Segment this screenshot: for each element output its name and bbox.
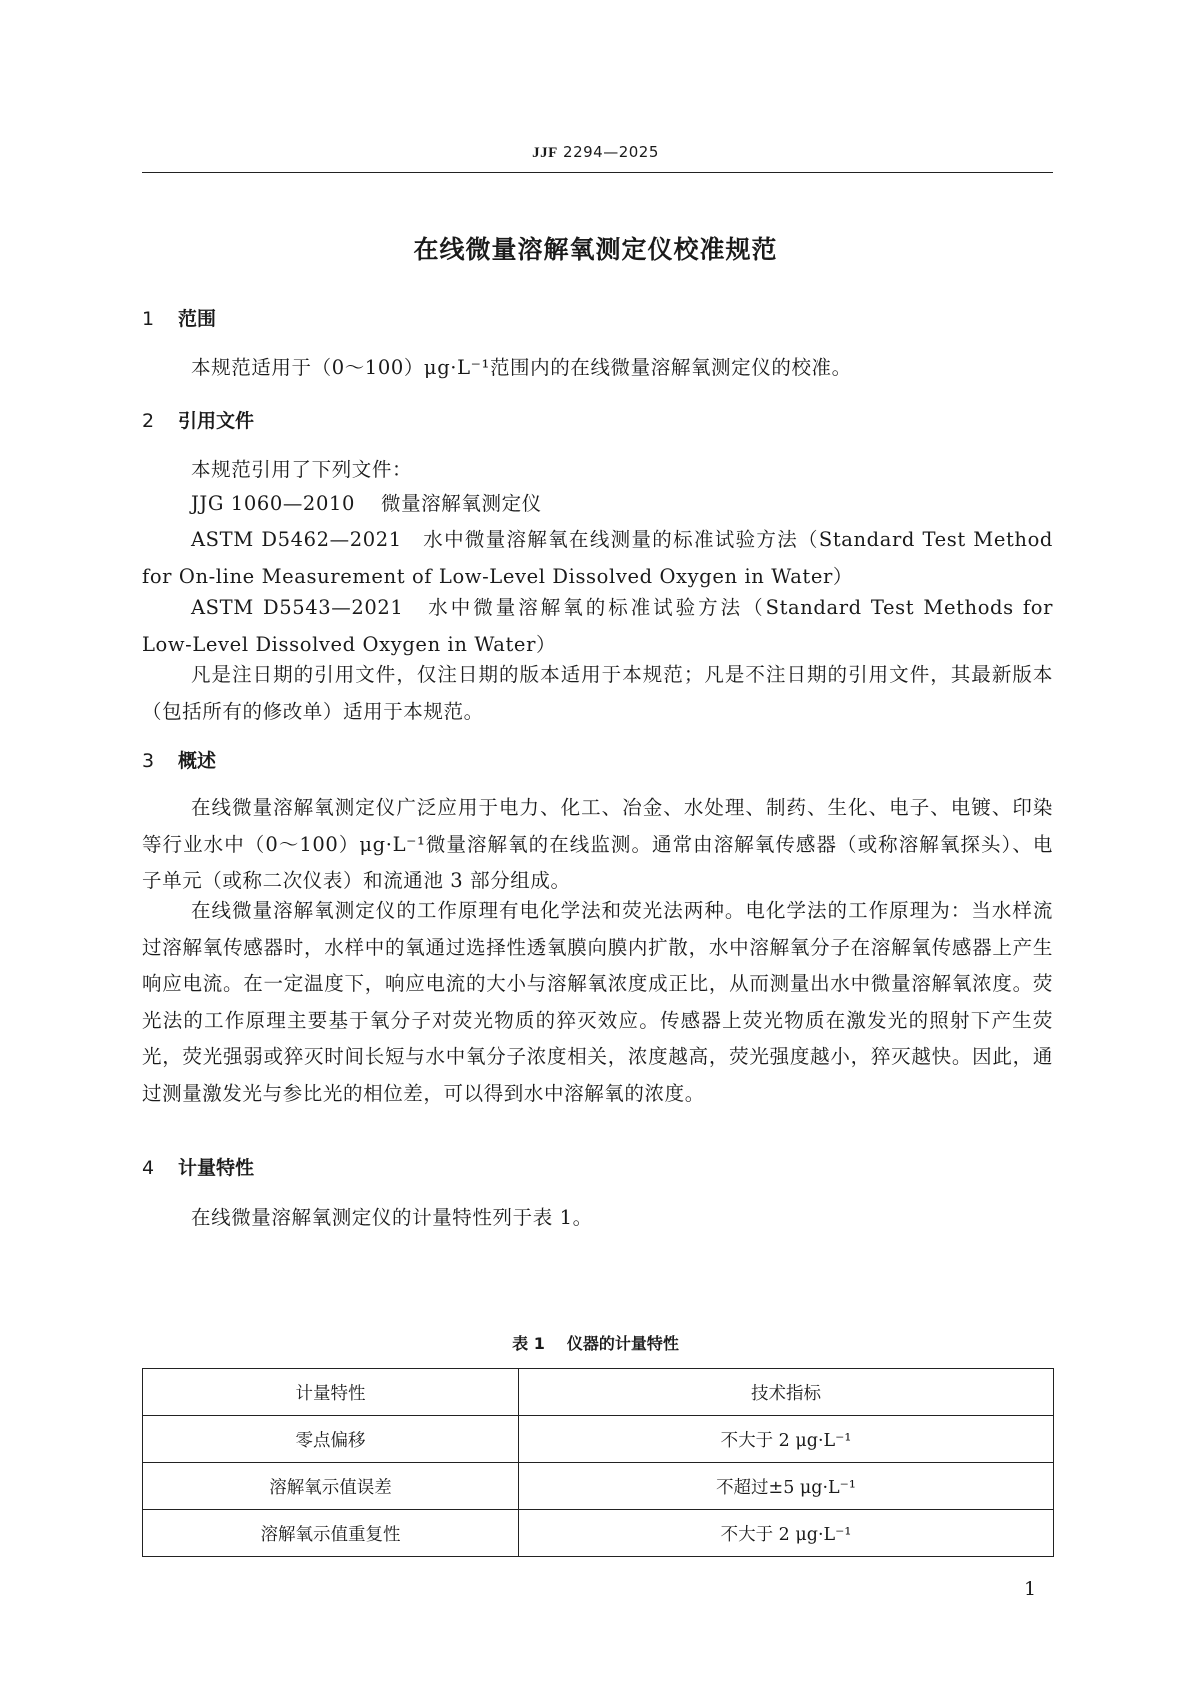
- section-4-text: 在线微量溶解氧测定仪的计量特性列于表 1。: [191, 1206, 593, 1229]
- table-header-cell: 技术指标: [519, 1369, 1054, 1416]
- section-3-title: 概述: [178, 750, 217, 772]
- section-3-paragraph-1: 在线微量溶解氧测定仪广泛应用于电力、化工、冶金、水处理、制药、生化、电子、电镀、印染等行业水中（0～100）μg·L⁻¹微量溶解氧的在线监测。通常由溶解氧传感器（或称溶解氧探头）、电子单元（或称二次仪表）和流通池 3 部分组成。: [142, 796, 1053, 892]
- section-2-title: 引用文件: [178, 410, 255, 432]
- table-caption-label: 表 1: [512, 1334, 545, 1353]
- table-header-cell: 计量特性: [143, 1369, 519, 1416]
- reference-1: [191, 488, 542, 516]
- table-header-row: [143, 1369, 1054, 1416]
- section-2-note: 凡是注日期的引用文件，仅注日期的版本适用于本规范；凡是不注日期的引用文件，其最新版本（包括所有的修改单）适用于本规范。: [142, 663, 1053, 723]
- table-caption: [0, 1331, 1191, 1354]
- section-3-heading: [142, 746, 216, 773]
- section-1-text: 本规范适用于（0～100）μg·L⁻¹范围内的在线微量溶解氧测定仪的校准。: [191, 356, 852, 379]
- section-2-number: 2: [142, 410, 155, 432]
- reference-2: ASTM D5462—2021 水中微量溶解氧在线测量的标准试验方法（Standard Test Method for On-line Measurement of Low-Level Dissolved Oxygen in Water）: [142, 528, 1053, 588]
- reference-3: ASTM D5543—2021 水中微量溶解氧的标准试验方法（Standard Test Methods for Low-Level Dissolved Oxygen in Water）: [142, 596, 1053, 656]
- header-rule: [142, 172, 1053, 173]
- section-4-heading: [142, 1153, 254, 1180]
- table-row: [143, 1510, 1054, 1557]
- section-4-number: 4: [142, 1157, 155, 1179]
- section-2-heading: [142, 406, 254, 433]
- section-1-number: 1: [142, 308, 155, 330]
- table-row: [143, 1416, 1054, 1463]
- section-1-heading: [142, 304, 216, 331]
- section-4-title: 计量特性: [178, 1157, 255, 1179]
- section-3-paragraph-2: 在线微量溶解氧测定仪的工作原理有电化学法和荧光法两种。电化学法的工作原理为：当水样流过溶解氧传感器时，水样中的氧通过选择性透氧膜向膜内扩散，水中溶解氧分子在溶解氧传感器上产生响应电流。在一定温度下，响应电流的大小与溶解氧浓度成正比，从而测量出水中微量溶解氧浓度。荧光法的工作原理主要基于氧分子对荧光物质的猝灭效应。传感器上荧光物质在激发光的照射下产生荧光，荧光强弱或猝灭时间长短与水中氧分子浓度相关，浓度越高，荧光强度越小，猝灭越快。因此，通过测量激发光与参比光的相位差，可以得到水中溶解氧的浓度。: [142, 899, 1053, 1105]
- section-3-number: 3: [142, 750, 155, 772]
- table-cell: 不大于 2 μg·L⁻¹: [519, 1416, 1054, 1463]
- table-cell: 不大于 2 μg·L⁻¹: [519, 1510, 1054, 1557]
- page-number: 1: [1024, 1578, 1037, 1600]
- table-cell: 溶解氧示值误差: [143, 1463, 519, 1510]
- document-code-prefix: JJF: [532, 145, 558, 161]
- metrological-characteristics-table: [142, 1368, 1054, 1557]
- document-code-number: 2294—2025: [563, 143, 659, 161]
- section-2-intro: 本规范引用了下列文件：: [191, 458, 413, 481]
- table-cell: 不超过±5 μg·L⁻¹: [519, 1463, 1054, 1510]
- reference-1-title: 微量溶解氧测定仪: [380, 492, 542, 515]
- section-1-title: 范围: [178, 308, 217, 330]
- table-cell: 溶解氧示值重复性: [143, 1510, 519, 1557]
- table-cell: 零点偏移: [143, 1416, 519, 1463]
- document-title: 在线微量溶解氧测定仪校准规范: [413, 235, 778, 264]
- table-row: [143, 1463, 1054, 1510]
- table-caption-title: 仪器的计量特性: [566, 1334, 679, 1353]
- document-code: [0, 143, 1191, 162]
- reference-1-code: JJG 1060—2010: [191, 492, 355, 515]
